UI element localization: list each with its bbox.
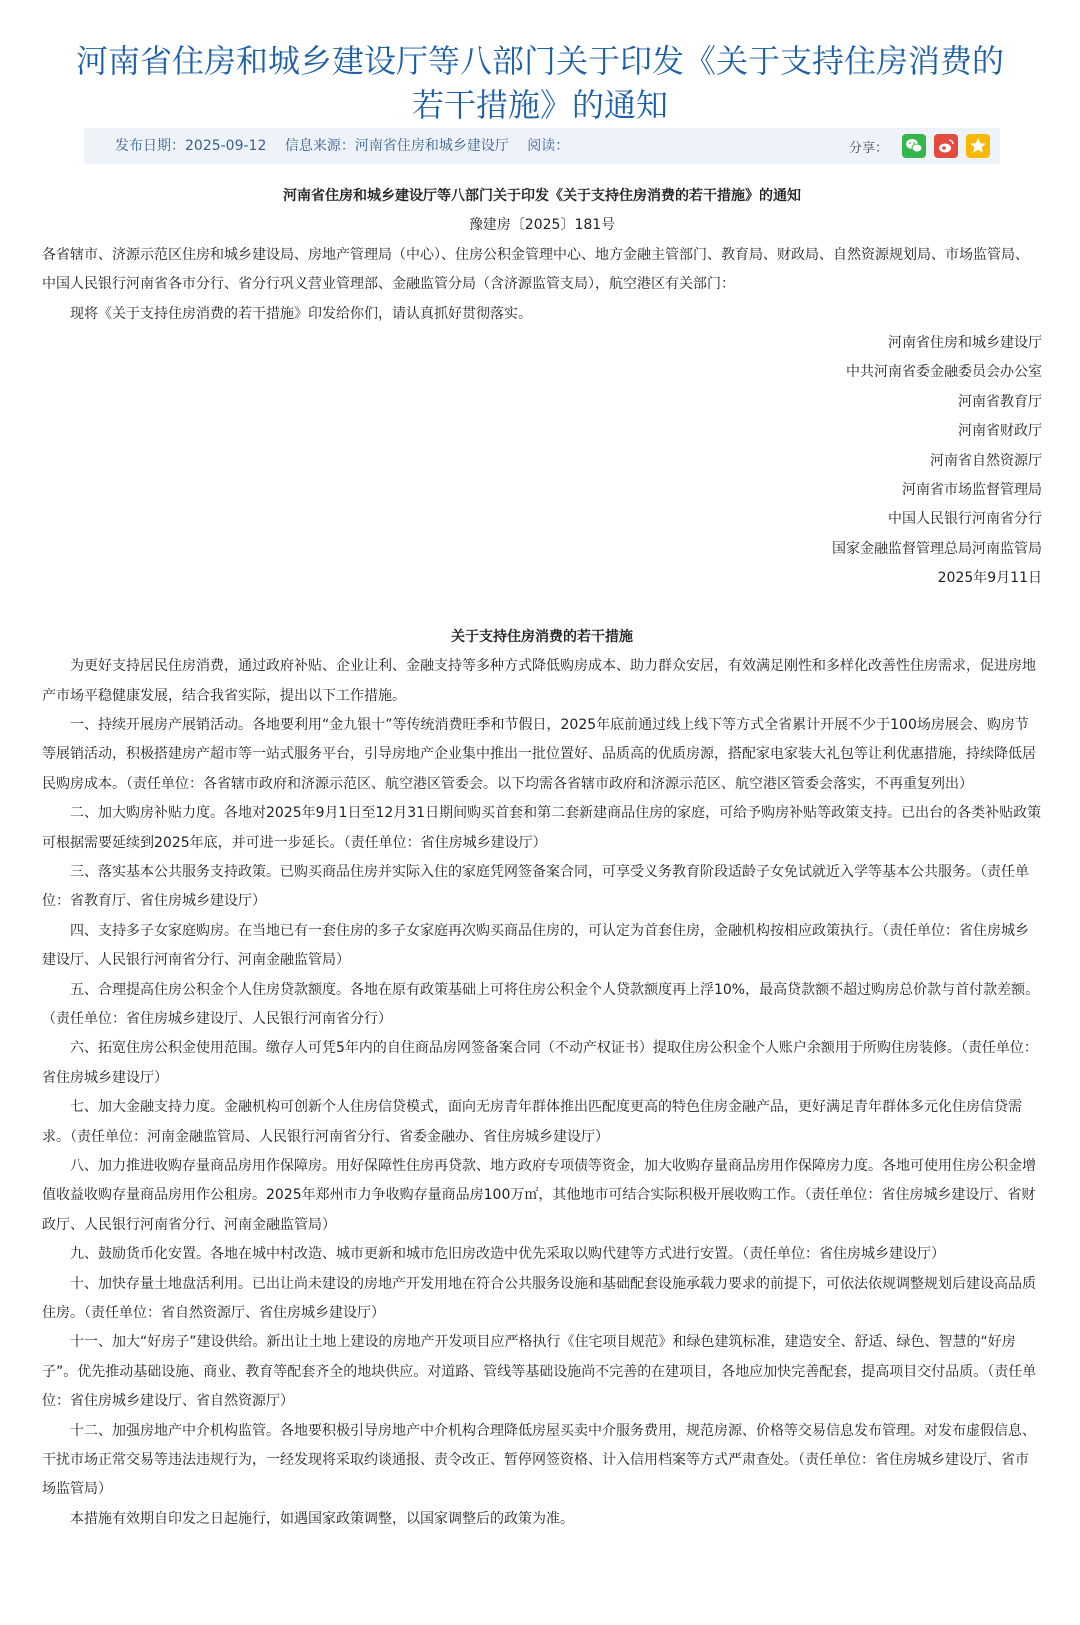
measure-item: 六、拓宽住房公积金使用范围。缴存人可凭5年内的自住商品房网签备案合同（不动产权证书）提取住房公积金个人账户余额用于所购住房装修。（责任单位：省住房城乡建设厅）	[42, 1040, 1038, 1086]
favorite-star-icon[interactable]	[966, 134, 990, 158]
signer: 河南省自然资源厅	[930, 452, 1042, 469]
measure-item: 五、合理提高住房公积金个人住房贷款额度。各地在原有政策基础上可将住房公积金个人贷款额度再上浮10%，最高贷款额不超过购房总价款与首付款差额。（责任单位：省住房城乡建设厅、人民银行河南省分行）	[42, 981, 1040, 1027]
measure-item: 七、加大金融支持力度。金融机构可创新个人住房信贷模式，面向无房青年群体推出匹配度更高的特色住房金融产品，更好满足青年群体多元化住房信贷需求。（责任单位：河南金融监管局、人民银行河南省分行、省委金融办、省住房城乡建设厅）	[42, 1099, 1022, 1145]
publish-date: 发布日期：2025-09-12	[115, 138, 267, 154]
share-label: 分享：	[848, 140, 888, 156]
signer: 中国人民银行河南省分行	[888, 511, 1042, 528]
measures-closing: 本措施有效期自印发之日起施行，如遇国家政策调整，以国家调整后的政策为准。	[70, 1510, 574, 1527]
weibo-icon[interactable]	[934, 134, 958, 158]
signer: 河南省教育厅	[958, 393, 1042, 410]
article-body	[42, 182, 1042, 1534]
meta-bar	[84, 128, 1000, 164]
info-source: 信息来源：河南省住房和城乡建设厅	[284, 138, 509, 154]
measure-item: 十二、加强房地产中介机构监管。各地要积极引导房地产中介机构合理降低房屋买卖中介服务费用，规范房源、价格等交易信息发布管理。对发布虚假信息、干扰市场正常交易等违法违规行为，一经发现将采取约谈通报、责令改正、暂停网签资格、计入信用档案等方式严肃查处。（责任单位：省住房城乡建设厅、省市场监管局）	[42, 1422, 1036, 1498]
measure-item: 二、加大购房补贴力度。各地对2025年9月1日至12月31日期间购买首套和第二套新建商品住房的家庭，可给予购房补贴等政策支持。已出台的各类补贴政策可根据需要延续到2025年底，并可进一步延长。（责任单位：省住房城乡建设厅）	[42, 805, 1042, 851]
notice-heading: 河南省住房和城乡建设厅等八部门关于印发《关于支持住房消费的若干措施》的通知	[283, 188, 801, 204]
notice-intro: 现将《关于支持住房消费的若干措施》印发给你们，请认真抓好贯彻落实。	[70, 305, 532, 322]
signer: 中共河南省委金融委员会办公室	[846, 364, 1042, 381]
page-title-line-2: 若干措施》的通知	[411, 86, 668, 125]
addressee: 各省辖市、济源示范区住房和城乡建设局、房地产管理局（中心）、住房公积金管理中心、地方金融主管部门、教育局、财政局、自然资源规划局、市场监管局、中国人民银行河南省各市分行、省分行巩义营业管理部、金融监管分局（含济源监管支局），航空港区有关部门：	[42, 246, 1029, 293]
share-bar	[849, 132, 990, 160]
measure-item: 三、落实基本公共服务支持政策。已购买商品住房并实际入住的家庭凭网签备案合同，可享受义务教育阶段适龄子女免试就近入学等基本公共服务。（责任单位：省教育厅、省住房城乡建设厅）	[42, 863, 1029, 910]
measures-preamble: 为更好支持居民住房消费，通过政府补贴、企业让利、金融支持等多种方式降低购房成本、助力群众安居，有效满足刚性和多样化改善性住房需求，促进房地产市场平稳健康发展，结合我省实际，提出以下工作措施。	[42, 658, 1036, 704]
signer: 河南省财政厅	[958, 423, 1042, 440]
read-count: 阅读：	[527, 138, 570, 154]
measure-item: 十、加快存量土地盘活利用。已出让尚未建设的房地产开发用地在符合公共服务设施和基础配套设施承载力要求的前提下，可依法依规调整规划后建设高品质住房。（责任单位：省自然资源厅、省住房城乡建设厅）	[42, 1275, 1036, 1322]
signer: 国家金融监督管理总局河南监管局	[832, 540, 1042, 557]
measure-item: 八、加力推进收购存量商品房用作保障房。用好保障性住房再贷款、地方政府专项债等资金，加大收购存量商品房用作保障房力度。各地可使用住房公积金增值收益收购存量商品房用作公租房。2025年郑州市力争收购存量商品房100万㎡，其他地市可结合实际积极开展收购工作。（责任单位：省住房城乡建设厅、省财政厅、人民银行河南省分行、河南金融监管局）	[42, 1158, 1036, 1233]
signer: 河南省市场监督管理局	[902, 482, 1042, 499]
notice-date: 2025年9月11日	[937, 570, 1042, 587]
measure-item: 四、支持多子女家庭购房。在当地已有一套住房的多子女家庭再次购买商品住房的，可认定为首套住房，金融机构按相应政策执行。（责任单位：省住房城乡建设厅、人民银行河南省分行、河南金融监管局）	[42, 922, 1029, 969]
document-number: 豫建房〔2025〕181号	[468, 217, 616, 234]
page-title-line-1: 河南省住房和城乡建设厅等八部门关于印发《关于支持住房消费的	[75, 42, 1004, 81]
wechat-icon[interactable]	[902, 134, 926, 158]
measures-heading: 关于支持住房消费的若干措施	[451, 628, 633, 645]
page-title	[0, 39, 1080, 127]
signer: 河南省住房和城乡建设厅	[888, 335, 1042, 352]
measure-item: 十一、加大“好房子”建设供给。新出让土地上建设的房地产开发项目应严格执行《住宅项目规范》和绿色建筑标准，建造安全、舒适、绿色、智慧的“好房子”。优先推动基础设施、商业、教育等配套齐全的地块供应。对道路、管线等基础设施尚不完善的在建项目，各地应加快完善配套，提高项目交付品质。（责任单位：省住房城乡建设厅、省自然资源厅）	[42, 1334, 1037, 1410]
measure-item: 一、持续开展房产展销活动。各地要利用“金九银十”等传统消费旺季和节假日，2025年底前通过线上线下等方式全省累计开展不少于100场房展会、购房节等展销活动，积极搭建房产超市等一站式服务平台，引导房地产企业集中推出一批位置好、品质高的优质房源，搭配家电家装大礼包等让利优惠措施，持续降低居民购房成本。（责任单位：各省辖市政府和济源示范区、航空港区管委会。以下均需各省辖市政府和济源示范区、航空港区管委会落实，不再重复列出）	[42, 716, 1036, 792]
measure-item: 九、鼓励货币化安置。各地在城中村改造、城市更新和城市危旧房改造中优先采取以购代建等方式进行安置。（责任单位：省住房城乡建设厅）	[70, 1246, 945, 1263]
